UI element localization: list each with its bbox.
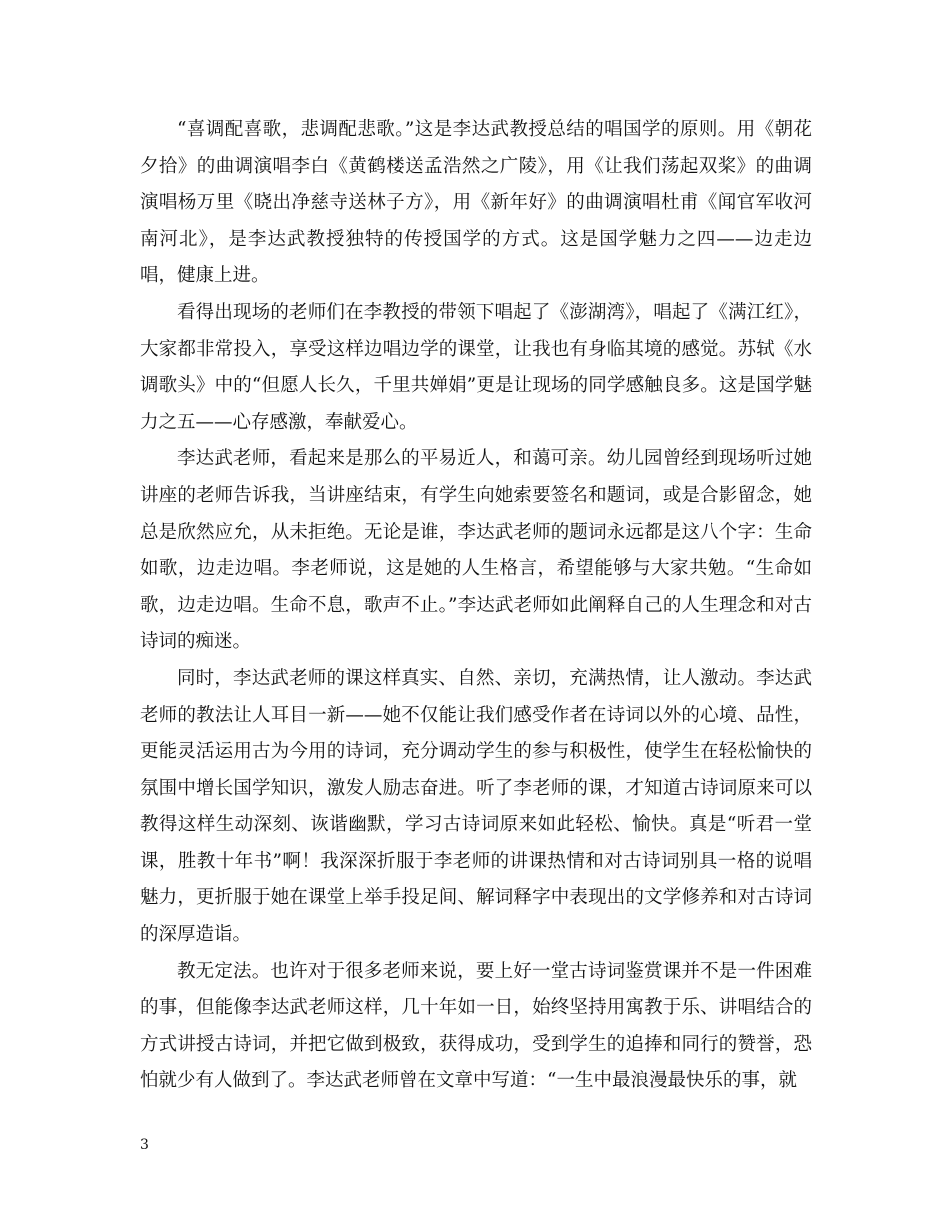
page-number: 3 [140, 1137, 149, 1153]
paragraph-2: 看得出现场的老师们在李教授的带领下唱起了《澎湖湾》，唱起了《满江红》，大家都非常投入，享受这样边唱边学的课堂，让我也有身临其境的感觉。苏轼《水调歌头》中的“但愿人长久，千里共婵娟”更是让现场的同学感触良多。这是国学魅力之五——心存感激，奉献爱心。 [140, 301, 812, 433]
paragraph-5: 教无定法。也许对于很多老师来说，要上好一堂古诗词鉴赏课并不是一件困难的事，但能像李达武老师这样，几十年如一日，始终坚持用寓教于乐、讲唱结合的方式讲授古诗词，并把它做到极致，获得成功，受到学生的追捧和同行的赞誉，恐怕就少有人做到了。李达武老师曾在文章中写道：“一生中最浪漫最快乐的事，就 [140, 960, 812, 1092]
body-text [140, 112, 812, 1100]
paragraph-1: “喜调配喜歌，悲调配悲歌。”这是李达武教授总结的唱国学的原则。用《朝花夕拾》的曲调演唱李白《黄鹤楼送孟浩然之广陵》，用《让我们荡起双桨》的曲调演唱杨万里《晓出净慈寺送林子方》，用《新年好》的曲调演唱杜甫《闻官军收河南河北》，是李达武教授独特的传授国学的方式。这是国学魅力之四——边走边唱，健康上进。 [140, 119, 812, 287]
paragraph-3: 李达武老师，看起来是那么的平易近人，和蔼可亲。幼儿园曾经到现场听过她讲座的老师告诉我，当讲座结束，有学生向她索要签名和题词，或是合影留念，她总是欣然应允，从未拒绝。无论是谁，李达武老师的题词永远都是这八个字：生命如歌，边走边唱。李老师说，这是她的人生格言，希望能够与大家共勉。“生命如歌，边走边唱。生命不息，歌声不止。”李达武老师如此阐释自己的人生理念和对古诗词的痴迷。 [140, 448, 812, 653]
paragraph-4: 同时，李达武老师的课这样真实、自然、亲切，充满热情，让人激动。李达武老师的教法让人耳目一新——她不仅能让我们感受作者在诗词以外的心境、品性，更能灵活运用古为今用的诗词，充分调动学生的参与积极性，使学生在轻松愉快的氛围中增长国学知识，激发人励志奋进。听了李老师的课，才知道古诗词原来可以教得这样生动深刻、诙谐幽默，学习古诗词原来如此轻松、愉快。真是“听君一堂课，胜教十年书”啊！我深深折服于李老师的讲课热情和对古诗词别具一格的说唱魅力，更折服于她在课堂上举手投足间、解词释字中表现出的文学修养和对古诗词的深厚造诣。 [140, 667, 812, 946]
